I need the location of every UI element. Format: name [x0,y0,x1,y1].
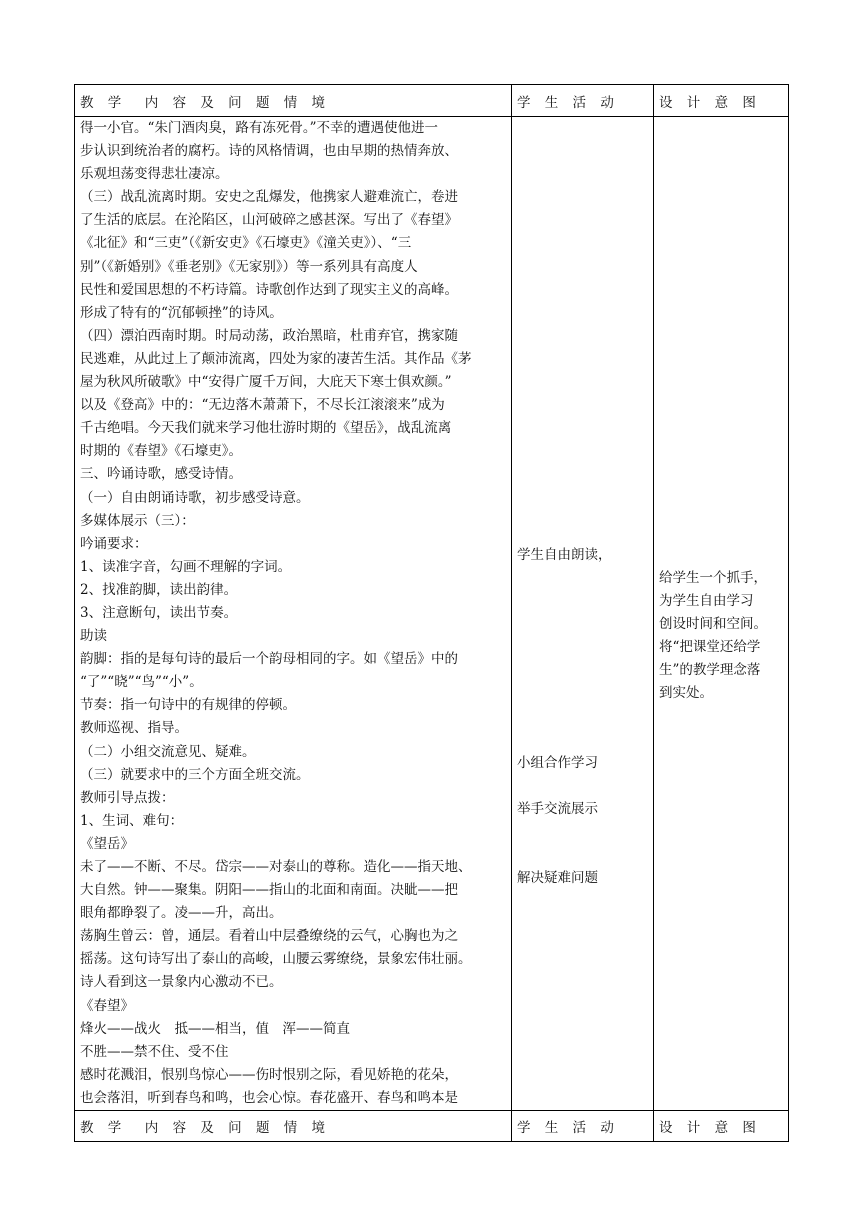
table-footer-row [75,1111,789,1142]
text-line: “了”“晓”“鸟”“小”。 [80,674,203,691]
text-line: 乐观坦荡变得悲壮凄凉。 [80,166,229,183]
text-line: （一）自由朗诵诗歌，初步感受诗意。 [80,489,310,506]
lesson-plan-table [74,84,789,1142]
text-line: （二）小组交流意见、疑难。 [80,743,256,760]
text-line: 节奏：指一句诗中的有规律的停顿。 [80,697,296,714]
text-line: 时期的《春望》《石壕吏》。 [80,443,242,460]
text-line: 助读 [80,628,107,645]
activity-note: 解决疑难问题 [517,870,598,886]
text-line: 吟诵要求： [80,535,148,552]
text-line: 步认识到统治者的腐朽。诗的风格情调，也由早期的热情奔放、 [80,143,458,160]
text-line: 了生活的底层。在沦陷区，山河破碎之感甚深。写出了《春望》 [80,212,458,229]
text-line: 《春望》 [80,997,134,1014]
footer-content-cell: 教 学 内 容 及 问 题 情 境 [75,1111,512,1142]
header-activity-cell: 学 生 活 动 [512,85,654,117]
footer-activity-cell: 学 生 活 动 [512,1111,654,1142]
text-line: 也会落泪，听到春鸟和鸣，也会心惊。春花盛开、春鸟和鸣本是 [80,1089,458,1106]
text-line: 以及《登高》中的：“无边落木萧萧下，不尽长江滚滚来”成为 [80,397,445,414]
text-line: 1、生词、难句： [80,812,184,829]
table-header-row [75,85,789,117]
text-line: 将“把课堂还给学 [659,639,761,656]
text-line: 荡胸生曾云：曾，通层。看着山中层叠缭绕的云气，心胸也为之 [80,928,458,945]
text-line: 给学生一个抓手， [659,570,767,586]
text-line: 教师巡视、指导。 [80,720,188,737]
text-line: 感时花溅泪，恨别鸟惊心——伤时恨别之际，看见娇艳的花朵， [80,1066,458,1083]
text-line: 为学生自由学习 [659,593,754,610]
activity-cell [512,117,654,1111]
text-line: 未了——不断、不尽。岱宗——对泰山的尊称。造化——指天地、 [80,859,472,875]
text-line: 2、找准韵脚，读出韵律。 [80,581,238,598]
text-line: 得一小官。“朱门酒肉臭，路有冻死骨。”不幸的遭遇使他进一 [80,120,439,136]
text-line: 生”的教学理念落 [659,662,761,679]
text-line: 三、吟诵诗歌，感受诗情。 [80,466,242,483]
text-line: 眼角都睁裂了。凌——升，高出。 [80,905,283,922]
text-line: 不胜——禁不住、受不住 [80,1043,229,1060]
text-line: 形成了特有的“沉郁顿挫”的诗风。 [80,304,283,321]
text-line: 创设时间和空间。 [659,616,767,633]
activity-note: 学生自由朗读， [517,547,612,563]
text-line: （三）就要求中的三个方面全班交流。 [80,766,310,783]
text-line: 教师引导点拨： [80,789,175,806]
text-line: 韵脚：指的是每句诗的最后一个韵母相同的字。如《望岳》中的 [80,651,458,668]
text-line: （三）战乱流离时期。安史之乱爆发，他携家人避难流亡，卷进 [80,189,458,206]
content-cell [75,117,512,1111]
text-line: 3、注意断句，读出节奏。 [80,604,238,621]
footer-design-cell: 设 计 意 图 [654,1111,789,1142]
table-body-row [75,117,789,1111]
text-line: 大自然。钟——聚集。阴阳——指山的北面和南面。决眦——把 [80,882,458,899]
header-design-cell: 设 计 意 图 [654,85,789,117]
text-line: 屋为秋风所破歌》中“安得广厦千万间，大庇天下寒士俱欢颜。” [80,374,452,391]
text-line: 摇荡。这句诗写出了泰山的高峻，山腰云雾缭绕，景象宏伟壮丽。 [80,951,472,968]
text-line: 《望岳》 [80,835,134,852]
design-intent-text [659,567,767,706]
text-line: 民性和爱国思想的不朽诗篇。诗歌创作达到了现实主义的高峰。 [80,281,458,298]
text-line: 《北征》和“三吏”（《新安吏》《石壕吏》《潼关吏》）、“三 [80,235,412,252]
text-line: （四）漂泊西南时期。时局动荡，政治黑暗，杜甫弃官，携家随 [80,327,458,344]
header-content-cell: 教 学 内 容 及 问 题 情 境 [75,85,512,117]
text-line: 别”（《新婚别》《垂老别》《无家别》）等一系列具有高度人 [80,258,418,275]
text-line: 到实处。 [659,685,713,702]
content-text [80,117,506,1110]
design-cell [654,117,789,1111]
text-line: 1、读准字音，勾画不理解的字词。 [80,558,292,575]
text-line: 烽火——战火 抵——相当，值 浑——简直 [80,1020,350,1037]
text-line: 民逃难，从此过上了颠沛流离，四处为家的凄苦生活。其作品《茅 [80,350,472,367]
activity-note: 小组合作学习 [517,755,598,771]
text-line: 千古绝唱。今天我们就来学习他壮游时期的《望岳》，战乱流离 [80,420,452,437]
text-line: 诗人看到这一景象内心激动不已。 [80,974,283,991]
activity-note: 举手交流展示 [517,801,598,817]
text-line: 多媒体展示（三）： [80,512,195,529]
